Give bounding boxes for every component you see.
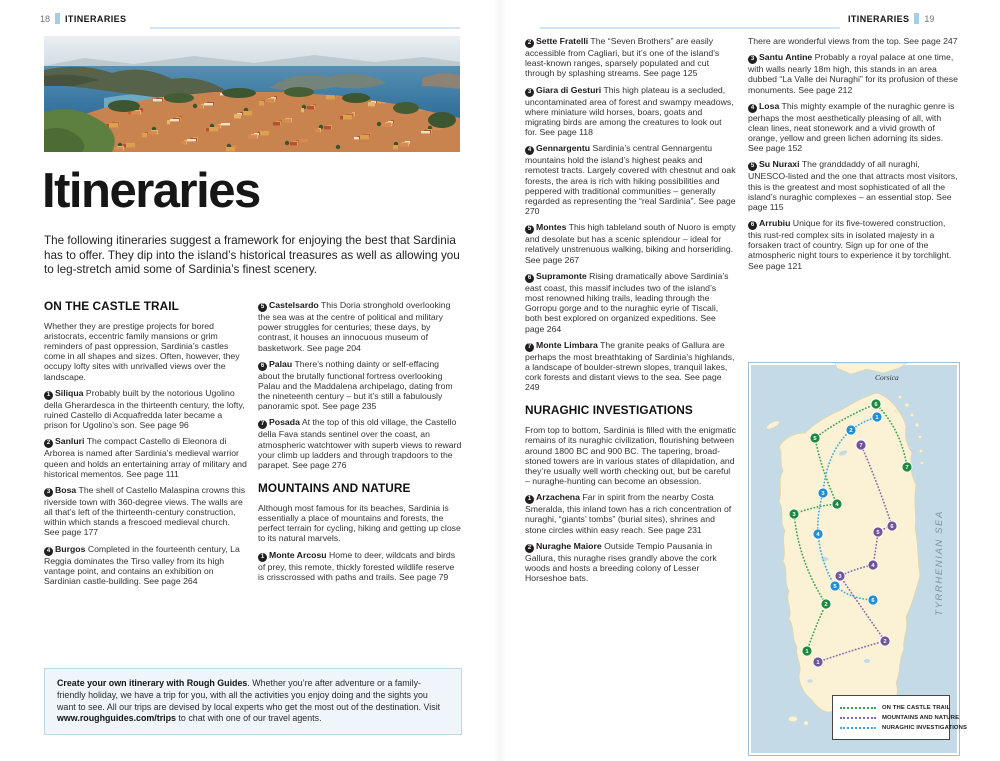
item-arzachena: 1 Arzachena Far in spirit from the nearby Costa Smeralda, this inland town has a rich concentration of nuraghi, “giants’ tombs” (burial sites), shrines and stone circles within easy reach. See page 231 [525,492,732,535]
page-number-left: 18 [40,14,51,24]
map-marker-number: 7 [859,443,863,450]
map-marker-number: 7 [905,465,909,472]
map-marker-number: 3 [821,491,825,498]
right-column-2 [748,36,960,277]
page-title: Itineraries [42,164,260,218]
item-number-badge: 2 [44,439,53,448]
map-marker-number: 6 [890,524,894,531]
header-bar-icon [914,13,919,24]
map-marker-number: 2 [824,602,828,609]
nuraghic-intro: From top to bottom, Sardinia is filled with the enigmatic remains of its nuraghic civilization, flourishing between around 1800 BC and 900 BC. The tapering, broad-stoned towers are in various states of dilapidation, and they’re usually well worth checking out, but be careful – nuraghe-hunting can become an obsession. [525,425,737,487]
header-left [40,13,126,24]
item-number-badge: 4 [44,547,53,556]
tyrrhenian-sea-label: TYRRHENIAN SEA [934,510,945,616]
header-right-title: ITINERARIES [848,14,910,24]
promo-text [57,678,449,725]
item-palau: 6 Palau There’s nothing dainty or self-effacing about the brutally functional fortress overlooking Palau and the Maddalena archipelago, dating from the nineteenth century – but it’s still a fabulously panoramic spot. See page 235 [258,358,453,412]
map-marker-number: 5 [876,530,880,537]
item-monte-limbara: 7 Monte Limbara The granite peaks of Gallura are perhaps the most breathtaking of Sardinia’s highlands, a landscape of boulder-strewn slopes, tranquil lakes, cork forests and distant views to the sea. See page 249 [525,339,735,393]
map-marker-number: 3 [838,574,842,581]
castle-intro: Whether they are prestige projects for bored aristocrats, eccentric family mansions or grim reminders of past oppression, Sardinia’s castles come in all shapes and sizes. Often, however, they occupy lofty sites with unrivalled views over the landscape. [44,320,240,382]
item-losa: 4 Losa This mighty example of the nuraghic genre is perhaps the most aesthetically pleasing of all, with clean lines, neat stonework and a vivid growth of orange, yellow and green lichen adorning its sides. See page 152 [748,100,955,154]
map-marker-number: 6 [871,598,875,605]
legend-row-mountains [840,715,960,721]
map-marker-number: 5 [813,436,817,443]
mountains-route-swatch-icon [840,717,876,719]
item-nuraghe-maiore: 2 Nuraghe Maiore Outside Tempio Pausania in Gallura, this nuraghe rises grandly above the cork woods and hosts a breeding colony of Lesser Horseshoe bats. [525,540,717,584]
legend-row-nuraghic [840,725,967,731]
section-heading-castle: ON THE CASTLE TRAIL [44,299,179,313]
header-bar-icon [55,13,60,24]
map-legend [832,695,967,740]
header-rule-left [150,27,460,29]
map-marker-number: 4 [835,502,839,509]
section-heading-nuraghic: NURAGHIC INVESTIGATIONS [525,403,693,418]
item-siliqua: 1 Siliqua Probably built by the notorious Ugolino della Gherardesca in the thirteenth century, the lofty, ruined Castello di Acquafredda later became a prison for Ugolino’s son. See page 96 [44,387,245,431]
left-column-1 [44,300,247,592]
promo-tail: to chat with one of our travel agents. [176,713,322,724]
mountains-intro: Although most famous for its beaches, Sardinia is essentially a place of mountains and forests, the perfect terrain for cycling, hiking and getting up close to its natural marvels. [258,502,461,544]
item-number-badge: 4 [748,104,757,113]
left-column-2 [258,300,462,588]
map-marker-number: 2 [849,428,853,435]
map-marker-number: 1 [816,660,820,667]
item-number-badge: 2 [525,544,534,553]
item-number-badge: 6 [748,221,757,230]
coastal-town-photo [44,36,460,152]
legend-label: ON THE CASTLE TRAIL [882,705,951,711]
nuraghe-maiore-continuation: There are wonderful views from the top. See page 247 [748,36,958,46]
header-right [848,13,934,24]
item-gennargentu: 4 Gennargentu Sardinia’s central Gennargentu mountains hold the island’s highest peaks and remotest tracts. Largely covered with chestnut and oak forests, the area is rich with hiking possibilities and peppered with traditional communities – generally regarded as representing the “real Sardinia”. See page 270 [525,143,736,217]
item-number-badge: 5 [258,303,267,312]
page-gutter [494,0,506,761]
page-intro: The following itineraries suggest a framework for enjoying the best that Sardinia has to offer. They dip into the island’s historical treasures as well as allowing you to leg-stretch amid some of Sardinia’s finest scenery. [44,234,460,277]
roughguides-trips-link[interactable]: www.roughguides.com/trips [57,713,176,724]
item-number-badge: 7 [525,343,534,352]
map-marker-number: 4 [871,563,875,570]
sardinia-map [748,362,967,756]
promo-lead: Create your own itinerary with Rough Guides [57,678,248,688]
legend-row-castle [840,705,951,711]
item-number-badge: 4 [525,146,534,155]
item-sette-fratelli: 2 Sette Fratelli The “Seven Brothers” are easily accessible from Cagliari, but it’s one of the island’s least-known ranges, sparsely populated and cut through by splashing streams. See page 125 [525,36,720,79]
item-number-badge: 6 [258,362,267,371]
item-number-badge: 3 [748,55,757,64]
item-giara-di-gesturi: 3 Giara di Gesturi This high plateau is a secluded, uncontaminated area of forest and swampy meadows, where miniature wild horses, boars, goats and migrating birds are among the creatures to look out for. See page 118 [525,84,734,138]
item-number-badge: 7 [258,420,267,429]
item-burgos: 4 Burgos Completed in the fourteenth century, La Reggia dominates the Tirso valley from its high vantage point, and contains an exhibition on Sardinian castle-building. See page 264 [44,543,240,586]
map-marker-number: 6 [874,402,878,409]
sardinia-land [779,393,920,712]
item-number-badge: 1 [44,391,53,400]
item-supramonte: 6 Supramonte Rising dramatically above Sardinia’s east coast, this massif includes two of the island’s most renowned hiking trails, leading through the Gorropu gorge and to the nuraghic eyrie of Tiscali, both best explored on organized expeditions. See page 264 [525,270,729,334]
item-number-badge: 2 [525,39,534,48]
map-marker-number: 2 [883,639,887,646]
header-left-title: ITINERARIES [65,14,127,24]
item-bosa: 3 Bosa The shell of Castello Malaspina crowns this riverside town with 360-degree views. The walls are all that’s left of the thirteenth-century construction, within which stands a frescoed medieval church. See page 177 [44,484,246,538]
item-number-badge: 3 [525,88,534,97]
item-montes: 5 Montes This high tableland south of Nuoro is empty and desolate but has a scenic splendour – ideal for relatively unstrenuous walking, biking and horseriding. See page 267 [525,222,736,265]
item-su-nuraxi: 5 Su Nuraxi The granddaddy of all nuraghi, UNESCO-listed and the one that attracts most visitors, this is the greatest and most sophisticated of all the island’s nuraghic complexes – an essential stop. See page 115 [748,159,958,212]
item-arrubiu: 6 Arrubiu Unique for its five-towered construction, this rust-red complex sits in isolated majesty in a forsaken tract of country. Sign up for one of the atmospheric night tours to experience it by torchlight. See page 121 [748,218,952,271]
page-number-right: 19 [924,14,935,24]
map-marker-number: 1 [875,415,879,422]
promo-body: . Whether you’re after adventure or a family-friendly holiday, we have a trip for you, with all the activities you enjoy doing and the sights you want to see. All our trips are devised by local experts who get the most out of the destination. Visit [57,678,441,712]
map-marker-number: 4 [816,532,820,539]
item-number-badge: 3 [44,488,53,497]
castle-route-swatch-icon [840,707,876,709]
map-marker-number: 1 [805,649,809,656]
item-castelsardo: 5 Castelsardo This Doria stronghold overlooking the sea was at the centre of political and military power struggles for centuries; these days, by contrast, it houses an innocuous museum of basketwork. See page 204 [258,300,451,353]
item-monte-arcosu: 1 Monte Arcosu Home to deer, wildcats and birds of prey, this remote, thickly forested wildlife reserve is crisscrossed with paths and trails. See page 79 [258,549,456,582]
legend-label: NURAGHIC INVESTIGATIONS [882,725,967,731]
item-number-badge: 5 [525,225,534,234]
nuraghic-route-swatch-icon [840,727,876,729]
item-santu-antine: 3 Santu Antine Probably a royal palace at one time, with walls nearly 18m high, this stands in an area dubbed “La Valle dei Nuraghi” for its profusion of these monuments. See page 212 [748,52,958,95]
right-column-1 [525,36,736,589]
item-sanluri: 2 Sanluri The compact Castello di Eleonora di Arborea is named after Sardinia’s medieval warrior queen and holds an entertaining array of military and historical mementos. See page 111 [44,436,247,479]
map-marker-number: 5 [833,584,837,591]
section-heading-mountains: MOUNTAINS AND NATURE [258,481,411,496]
item-posada: 7 Posada At the top of this old village, the Castello della Fava stands sentinel over the coast, an atmospheric watchtower with superb views to reward your climb up ladders and through trapdoors to the parapet. See page 276 [258,417,462,470]
item-number-badge: 6 [525,274,534,283]
item-number-badge: 5 [748,162,757,171]
create-itinerary-box [44,668,462,735]
corsica-label: Corsica [875,373,899,382]
item-number-badge: 1 [258,553,267,562]
header-rule-right [540,27,840,29]
photo-illustration [44,36,460,152]
legend-label: MOUNTAINS AND NATURE [882,715,960,721]
map-marker-number: 3 [792,512,796,519]
item-number-badge: 1 [525,495,534,504]
